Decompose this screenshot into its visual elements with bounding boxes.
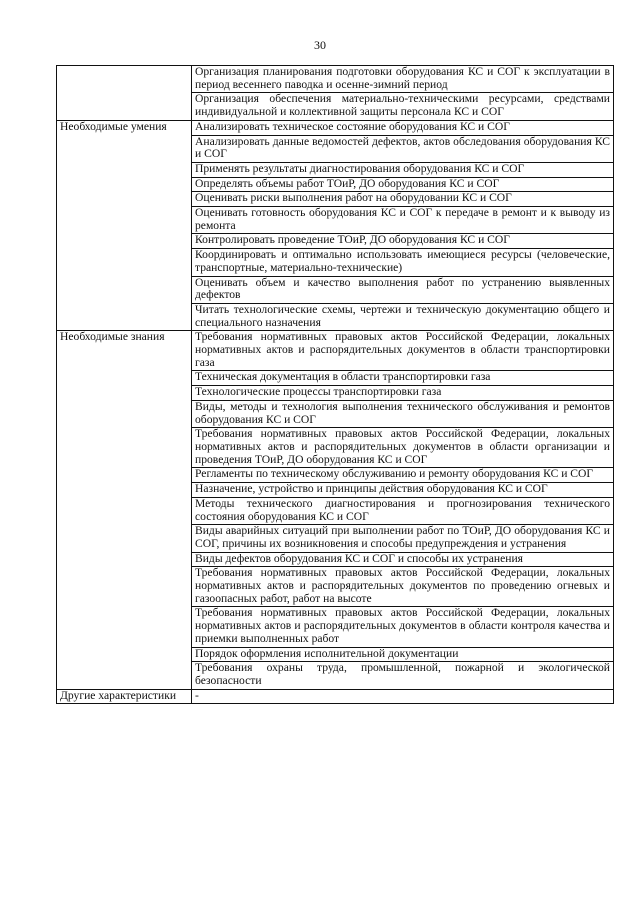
row-item: Анализировать данные ведомостей дефектов, актов обследования оборудования КС и СОГ [192, 135, 614, 162]
table-row [57, 689, 614, 704]
competency-table [56, 65, 614, 704]
row-item: Контролировать проведение ТОиР, ДО оборудования КС и СОГ [192, 234, 614, 249]
row-item: Регламенты по техническому обслуживанию и ремонту оборудования КС и СОГ [192, 468, 614, 483]
row-item: - [192, 689, 614, 704]
table-row [57, 331, 614, 371]
row-item: Виды аварийных ситуаций при выполнении работ по ТОиР, ДО оборудования КС и СОГ, причины их возникновения и способы предупреждения и устранения [192, 525, 614, 552]
row-label: Необходимые умения [57, 120, 192, 331]
table-row [57, 66, 614, 93]
row-item: Методы технического диагностирования и прогнозирования технического состояния оборудования КС и СОГ [192, 497, 614, 524]
row-label: Другие характеристики [57, 689, 192, 704]
row-item: Оценивать готовность оборудования КС и СОГ к передаче в ремонт и к выводу из ремонта [192, 207, 614, 234]
row-item: Требования нормативных правовых актов Российской Федерации, локальных нормативных актов и распорядительных документов в области контроля качества и приемки выполненных работ [192, 607, 614, 647]
row-item: Виды, методы и технология выполнения технического обслуживания и ремонтов оборудования КС и СОГ [192, 400, 614, 427]
row-item: Требования нормативных правовых актов Российской Федерации, локальных нормативных актов и распорядительных документов в области транспортировки газа [192, 331, 614, 371]
row-item: Требования нормативных правовых актов Российской Федерации, локальных нормативных актов и распорядительных документов по проведению огневых и газоопасных работ, работ на высоте [192, 567, 614, 607]
row-item: Применять результаты диагностирования оборудования КС и СОГ [192, 162, 614, 177]
table-row [57, 120, 614, 135]
row-item: Виды дефектов оборудования КС и СОГ и способы их устранения [192, 552, 614, 567]
table-body [57, 66, 614, 704]
row-item: Анализировать техническое состояние оборудования КС и СОГ [192, 120, 614, 135]
row-item: Технологические процессы транспортировки газа [192, 386, 614, 401]
row-item: Требования охраны труда, промышленной, пожарной и экологической безопасности [192, 662, 614, 689]
row-item: Читать технологические схемы, чертежи и техническую документацию общего и специального назначения [192, 303, 614, 330]
row-item: Порядок оформления исполнительной документации [192, 647, 614, 662]
row-item: Назначение, устройство и принципы действия оборудования КС и СОГ [192, 483, 614, 498]
row-label: Необходимые знания [57, 331, 192, 689]
row-item: Оценивать риски выполнения работ на оборудовании КС и СОГ [192, 192, 614, 207]
row-item: Определять объемы работ ТОиР, ДО оборудования КС и СОГ [192, 177, 614, 192]
row-item: Техническая документация в области транспортировки газа [192, 371, 614, 386]
row-label [57, 66, 192, 121]
row-item: Требования нормативных правовых актов Российской Федерации, локальных нормативных актов и распорядительных документов в области организации и проведения ТОиР, ДО оборудования КС и СОГ [192, 428, 614, 468]
row-item: Организация обеспечения материально-техническими ресурсами, средствами индивидуальной и коллективной защиты персонала КС и СОГ [192, 93, 614, 120]
row-item: Координировать и оптимально использовать имеющиеся ресурсы (человеческие, транспортные, материально-технические) [192, 249, 614, 276]
page-number: 30 [314, 38, 326, 52]
row-item: Оценивать объем и качество выполнения работ по устранению выявленных дефектов [192, 276, 614, 303]
row-item: Организация планирования подготовки оборудования КС и СОГ к эксплуатации в период весеннего паводка и осенне-зимний период [192, 66, 614, 93]
